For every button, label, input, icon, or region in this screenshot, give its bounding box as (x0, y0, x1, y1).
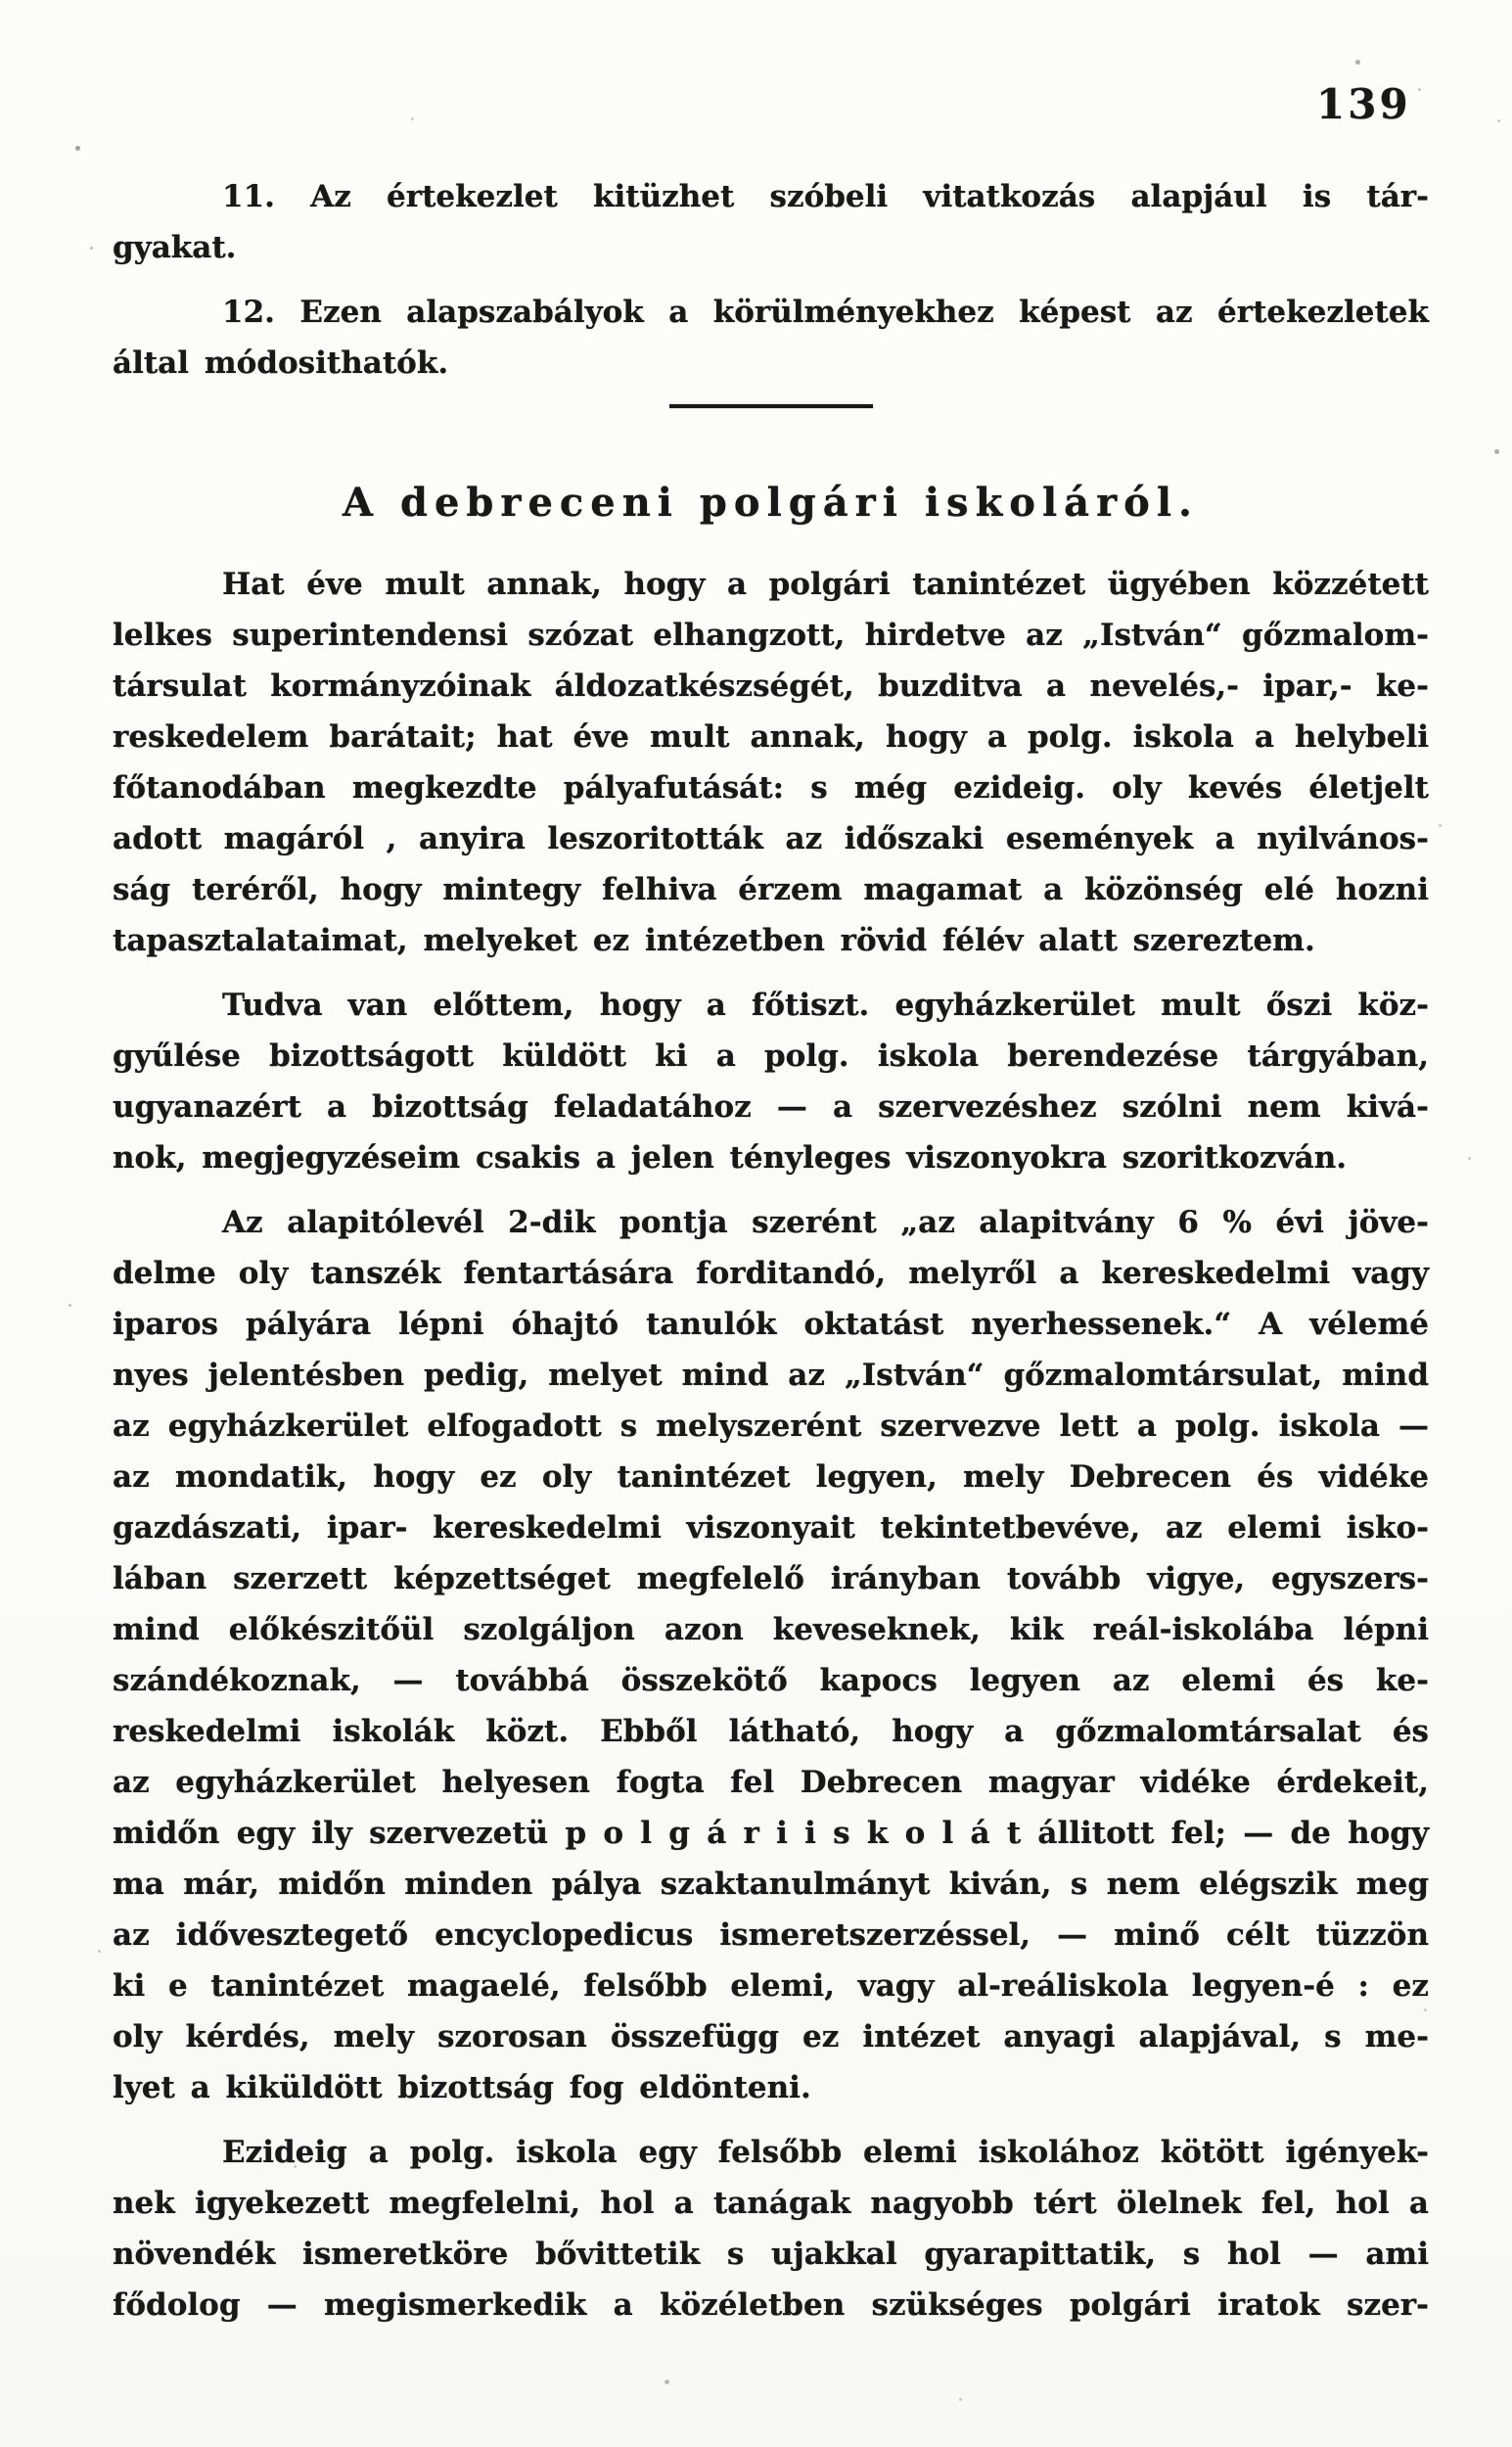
text-line: reskedelmi iskolák közt. Ebből látható, hogy a gőzmalomtársalat és (113, 1714, 1429, 1749)
scan-noise (0, 0, 3, 3)
text-line: tapasztalataimat, melyeket ez intézetben rövid félév alatt szereztem. (113, 923, 1315, 958)
text-line: fődolog — megismerkedik a közéletben szükséges polgári iratok szer- (113, 2287, 1429, 2323)
statute-item-11 (113, 171, 1429, 273)
section-heading: A debreceni polgári iskoláról. (343, 480, 1199, 526)
text-line: oly kérdés, mely szorosan összefügg ez intézet anyagi alapjával, s me- (113, 2019, 1429, 2055)
text-line: Hat éve mult annak, hogy a polgári tanintézet ügyében közzétett (222, 567, 1429, 602)
text-line: nek igyekezett megfelelni, hol a tanágak nagyobb tért ölelnek fel, hol a (113, 2186, 1429, 2221)
text-line: Az alapitólevél 2-dik pontja szerént „az alapitvány 6 % évi jöve- (222, 1205, 1429, 1240)
text-line: az mondatik, hogy ez oly tanintézet legyen, mely Debrecen és vidéke (113, 1459, 1429, 1495)
text-line: reskedelem barátait; hat éve mult annak, hogy a polg. iskola a helybeli (113, 719, 1429, 755)
text-line: gyakat. (113, 230, 237, 265)
text-line: gazdászati, ipar- kereskedelmi viszonyait tekintetbevéve, az elemi isko- (113, 1510, 1429, 1546)
page-number: 139 (1316, 80, 1411, 128)
statute-item-12 (113, 287, 1429, 389)
text-line: adott magáról , anyira leszoritották az időszaki események a nyilvános- (113, 821, 1429, 856)
text-line: 11. Az értekezlet kitüzhet szóbeli vitatkozás alapjául is tár- (222, 179, 1429, 214)
text-line: ki e tanintézet magaelé, felsőbb elemi, vagy al-reáliskola legyen-é : ez (113, 1968, 1429, 2004)
text-line: delme oly tanszék fentartására forditandó, melyről a kereskedelmi vagy (113, 1256, 1429, 1291)
text-line: Ezideig a polg. iskola egy felsőbb elemi iskolához kötött igények- (222, 2135, 1429, 2170)
text-flow (113, 171, 1429, 2331)
text-line: midőn egy ily szervezetü p o l g á r i i s k o l á t állitott fel; — de hogy (113, 1816, 1429, 1851)
text-line: által módosithatók. (113, 346, 449, 381)
text-line: az egyházkerület helyesen fogta fel Debrecen magyar vidéke érdekeit, (113, 1765, 1429, 1800)
text-line: az egyházkerület elfogadott s melyszerént szervezve lett a polg. iskola — (113, 1408, 1429, 1444)
text-line: 12. Ezen alapszabályok a körülményekhez képest az értekezletek (222, 295, 1429, 330)
text-line: nyes jelentésben pedig, melyet mind az „István“ gőzmalomtársulat, mind (113, 1358, 1429, 1393)
text-line: főtanodában megkezdte pályafutását: s még ezideig. oly kevés életjelt (113, 770, 1429, 806)
text-line: lában szerzett képzettséget megfelelő irányban tovább vigye, egyszers- (113, 1561, 1429, 1596)
text-line: ugyanazért a bizottság feladatához — a szervezéshez szólni nem kivá- (113, 1089, 1429, 1125)
body-paragraph-2 (113, 980, 1429, 1183)
body-paragraph-4 (113, 2127, 1429, 2331)
body-paragraph-1 (113, 559, 1429, 966)
text-line: társulat kormányzóinak áldozatkészségét, buzditva a nevelés,- ipar,- ke- (113, 669, 1429, 704)
text-line: nok, megjegyzéseim csakis a jelen tényleges viszonyokra szoritkozván. (113, 1140, 1348, 1176)
text-line: iparos pályára lépni óhajtó tanulók oktatást nyerhessenek.“ A vélemé (113, 1307, 1429, 1342)
text-line: Tudva van előttem, hogy a főtiszt. egyházkerület mult őszi köz- (222, 988, 1429, 1023)
body-paragraph-3 (113, 1197, 1429, 2113)
text-line: az idővesztegető encyclopedicus ismeretszerzéssel, — minő célt tüzzön (113, 1917, 1429, 1953)
text-line: gyűlése bizottságott küldött ki a polg. iskola berendezése tárgyában, (113, 1039, 1429, 1074)
text-line: növendék ismeretköre bővittetik s ujakkal gyarapittatik, s hol — ami (113, 2237, 1429, 2272)
text-line: ság teréről, hogy mintegy felhiva érzem magamat a közönség elé hozni (113, 872, 1429, 907)
text-line: ma már, midőn minden pálya szaktanulmányt kiván, s nem elégszik meg (113, 1867, 1429, 1902)
text-line: lelkes superintendensi szózat elhangzott, hirdetve az „István“ gőzmalom- (113, 618, 1429, 653)
text-line: mind előkészitőül szolgáljon azon keveseknek, kik reál-iskolába lépni (113, 1612, 1429, 1647)
text-line: szándékoznak, — továbbá összekötő kapocs legyen az elemi és ke- (113, 1663, 1429, 1698)
section-divider (669, 404, 873, 408)
text-line: lyet a kiküldött bizottság fog eldönteni. (113, 2070, 811, 2105)
